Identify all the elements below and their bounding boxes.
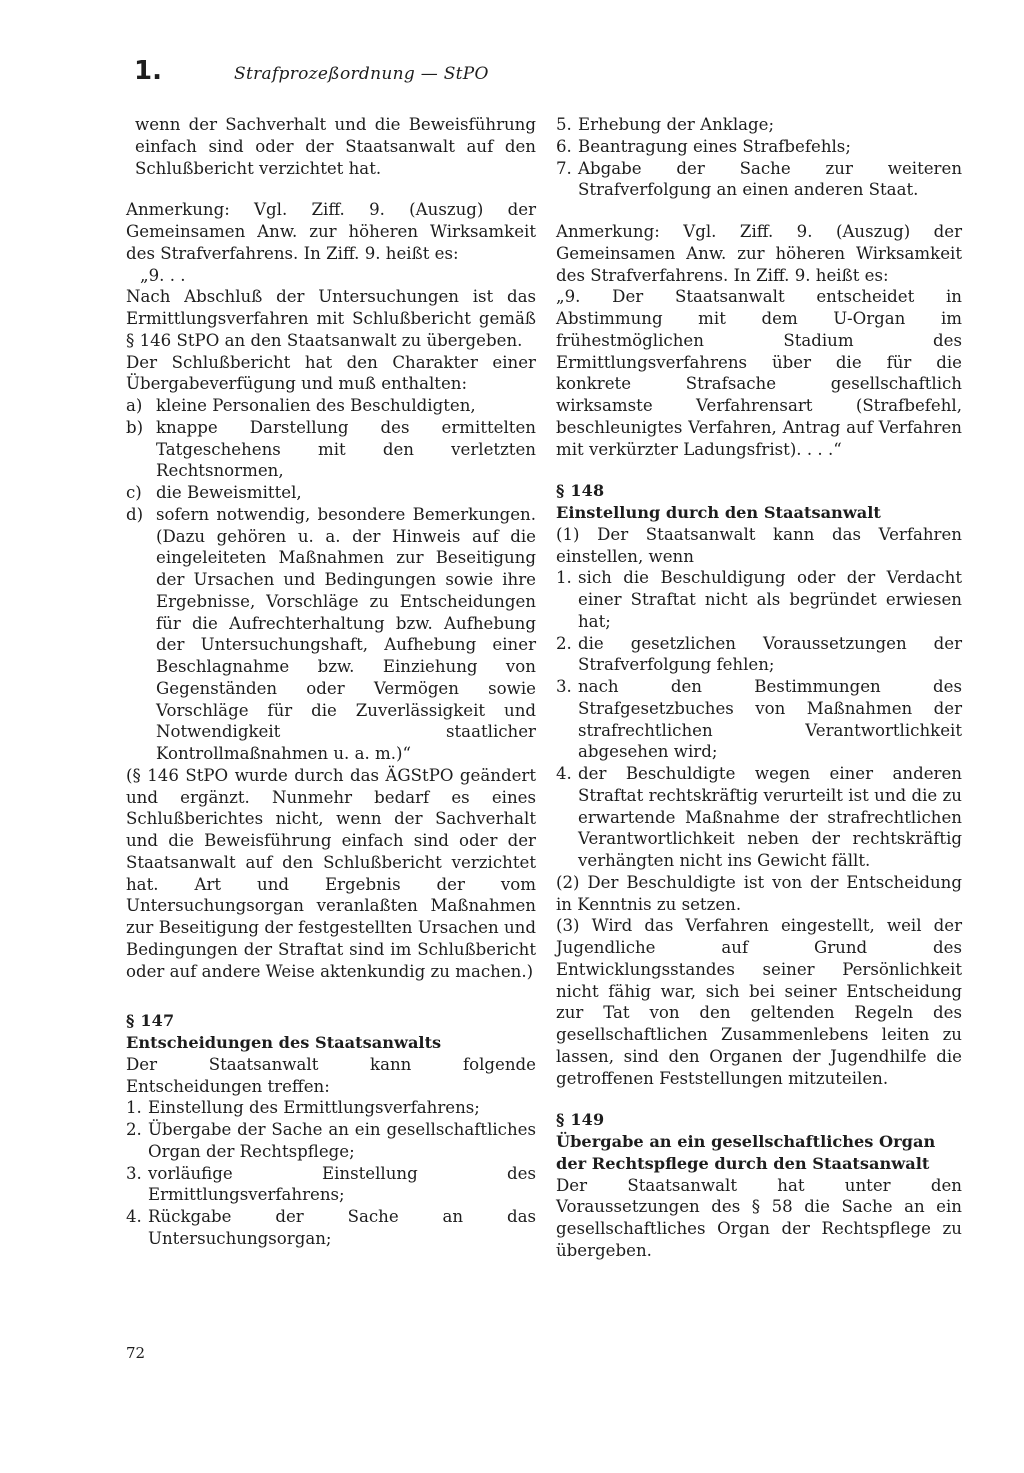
list-item	[556, 763, 962, 872]
section-paragraph: (2) Der Beschuldigte ist von der Entscheidung in Kenntnis zu setzen.	[556, 872, 962, 914]
list-item	[126, 1206, 536, 1250]
list-item-label: a)	[126, 396, 143, 415]
list-item	[556, 158, 962, 202]
section-title: Entscheidungen des Staatsanwalts	[126, 1033, 442, 1052]
list-item	[126, 1163, 536, 1207]
list-item-text: die Beweismittel,	[156, 483, 302, 502]
list-item	[126, 482, 536, 504]
list-item-label: b)	[126, 417, 144, 437]
list-item-text: Einstellung des Ermittlungsverfahrens;	[148, 1098, 480, 1118]
note-quote-start: „9. . .	[140, 265, 186, 285]
list-item-label: d)	[126, 504, 144, 524]
running-title: Strafprozeßordnung — StPO	[234, 64, 489, 84]
list-item-text: sofern notwendig, besondere Bemerkungen. (Dazu gehören u. a. der Hinweis auf die eingeleiteten Maßnahmen zur Beseitigung der Ursachen und Bedingungen sowie ihre Ergebnisse, Vorschläge zu Entscheidungen für die Aufrechterhaltung bzw. Aufhebung der Untersuchungshaft, Aufhebung einer Beschlagnahme bzw. Einziehung von Gegenständen oder Vermögen sowie Vorschläge für die Zuverlässigkeit und Notwendigkeit staatlicher Kontrollmaßnahmen u. a. m.)“	[156, 504, 536, 763]
list-item-label: 3.	[556, 677, 572, 696]
list-item	[556, 676, 962, 763]
chapter-number: 1.	[134, 56, 162, 86]
list-item	[556, 633, 962, 677]
list-item-label: 5.	[556, 115, 572, 134]
section-paragraph: (3) Wird das Verfahren eingestellt, weil der Jugendliche auf Grund des Entwicklungsstandes seiner Persönlichkeit nicht fähig war, sich bei seiner Entscheidung zur Tat von den geltenden Regeln des gesellschaftlichen Zusammenlebens leiten zu lassen, sind den Organen der Jugendhilfe die getroffenen Feststellungen mitzuteilen.	[556, 916, 962, 1088]
section-title: Einstellung durch den Staatsanwalt	[556, 503, 881, 522]
section-title: Übergabe an ein gesellschaftliches Organ der Rechtspflege durch den Staatsanwalt	[556, 1132, 936, 1173]
list-item-text: kleine Personalien des Beschuldigten,	[156, 396, 476, 415]
section-paragraph: Der Staatsanwalt hat unter den Voraussetzungen des § 58 die Sache an ein gesellschaftliches Organ der Rechtspflege zu übergeben.	[556, 1175, 962, 1260]
list-item-text: knappe Darstellung des ermittelten Tatgeschehens mit den verletzten Rechtsnormen,	[156, 417, 536, 481]
list-item	[126, 1097, 536, 1119]
left-column	[126, 114, 536, 1250]
list-item-text: vorläufige Einstellung des Ermittlungsverfahrens;	[148, 1163, 536, 1205]
list-item-label: 2.	[556, 633, 572, 653]
page-number: 72	[126, 1344, 146, 1362]
list-item-text: Erhebung der Anklage;	[578, 115, 775, 134]
list-item-text: sich die Beschuldigung oder der Verdacht einer Straftat nicht als begründet erwiesen hat;	[578, 568, 962, 631]
list-item	[126, 417, 536, 482]
section-number: § 148	[556, 481, 605, 501]
list-item-text: Übergabe der Sache an ein gesellschaftliches Organ der Rechtspflege;	[148, 1120, 536, 1161]
list-item-text: die gesetzlichen Voraussetzungen der Strafverfolgung fehlen;	[578, 633, 962, 675]
list-item-label: 4.	[556, 764, 572, 783]
list-item-label: 2.	[126, 1120, 142, 1139]
list-item-label: 1.	[126, 1098, 142, 1118]
continued-list	[556, 114, 962, 201]
note-paragraph: Der Schlußbericht hat den Charakter einer Übergabeverfügung und muß enthalten:	[126, 352, 536, 394]
list-item-text: der Beschuldigte wegen einer anderen Straftat rechtskräftig verurteilt ist und die zu erwartende Maßnahme der strafrechtlichen Verantwortlichkeit neben der rechtskräftig verhängten nicht ins Gewicht fällt.	[578, 764, 962, 870]
list-item	[126, 395, 536, 417]
list-item-label: 4.	[126, 1207, 142, 1226]
note-quote: „9. Der Staatsanwalt entscheidet in Abstimmung mit dem U-Organ im frühestmöglichen Stadium des Ermittlungsverfahrens über die für die konkrete Strafsache gesellschaftlich wirksamste Verfahrensart (Strafbefehl, beschleunigtes Verfahren, Antrag auf Verfahren mit verkürzter Ladungsfrist). . . .“	[556, 287, 962, 459]
editor-note: (§ 146 StPO wurde durch das ÄGStPO geändert und ergänzt. Nunmehr bedarf es eines Schlußberichtes nicht, wenn der Sachverhalt und die Beweisführung einfach sind oder der Staatsanwalt auf den Schlußbericht verzichtet hat. Art und Ergebnis der vom Untersuchungsorgan veranlaßten Maßnahmen zur Beseitigung der festgestellten Ursachen und Bedingungen der Straftat sind im Schlußbericht oder auf andere Weise aktenkundig zu machen.)	[126, 765, 536, 981]
section-list	[126, 1097, 536, 1249]
list-item-text: Beantragung eines Strafbefehls;	[578, 136, 851, 156]
note-list	[126, 395, 536, 765]
section-number: § 147	[126, 1011, 175, 1031]
list-item	[556, 136, 962, 158]
list-item-label: c)	[126, 483, 142, 502]
list-item-text: Abgabe der Sache zur weiteren Strafverfolgung an einen anderen Staat.	[578, 158, 962, 200]
list-item-label: 3.	[126, 1163, 142, 1183]
list-item	[126, 504, 536, 765]
list-item-text: Rückgabe der Sache an das Untersuchungsorgan;	[148, 1207, 536, 1248]
section-number: § 149	[556, 1110, 605, 1130]
note-lead: Anmerkung: Vgl. Ziff. 9. (Auszug) der Gemeinsamen Anw. zur höheren Wirksamkeit des Strafverfahrens. In Ziff. 9. heißt es:	[126, 200, 536, 263]
right-column	[556, 114, 962, 1262]
section-intro: Der Staatsanwalt kann folgende Entscheidungen treffen:	[126, 1054, 536, 1096]
intro-paragraph: wenn der Sachverhalt und die Beweisführung einfach sind oder der Staatsanwalt auf den Schlußbericht verzichtet hat.	[135, 115, 536, 178]
note-lead: Anmerkung: Vgl. Ziff. 9. (Auszug) der Gemeinsamen Anw. zur höheren Wirksamkeit des Strafverfahrens. In Ziff. 9. heißt es:	[556, 222, 962, 285]
section-paragraph: (1) Der Staatsanwalt kann das Verfahren einstellen, wenn	[556, 524, 962, 566]
note-paragraph: Nach Abschluß der Untersuchungen ist das Ermittlungsverfahren mit Schlußbericht gemäß § 146 StPO an den Staatsanwalt zu übergeben.	[126, 287, 536, 350]
list-item-label: 6.	[556, 136, 572, 156]
list-item-label: 7.	[556, 158, 572, 178]
list-item-label: 1.	[556, 568, 572, 588]
list-item	[126, 1119, 536, 1163]
section-list	[556, 567, 962, 872]
list-item-text: nach den Bestimmungen des Strafgesetzbuches von Maßnahmen der strafrechtlichen Verantwortlichkeit abgesehen wird;	[578, 677, 962, 762]
list-item	[556, 567, 962, 632]
list-item	[556, 114, 962, 136]
